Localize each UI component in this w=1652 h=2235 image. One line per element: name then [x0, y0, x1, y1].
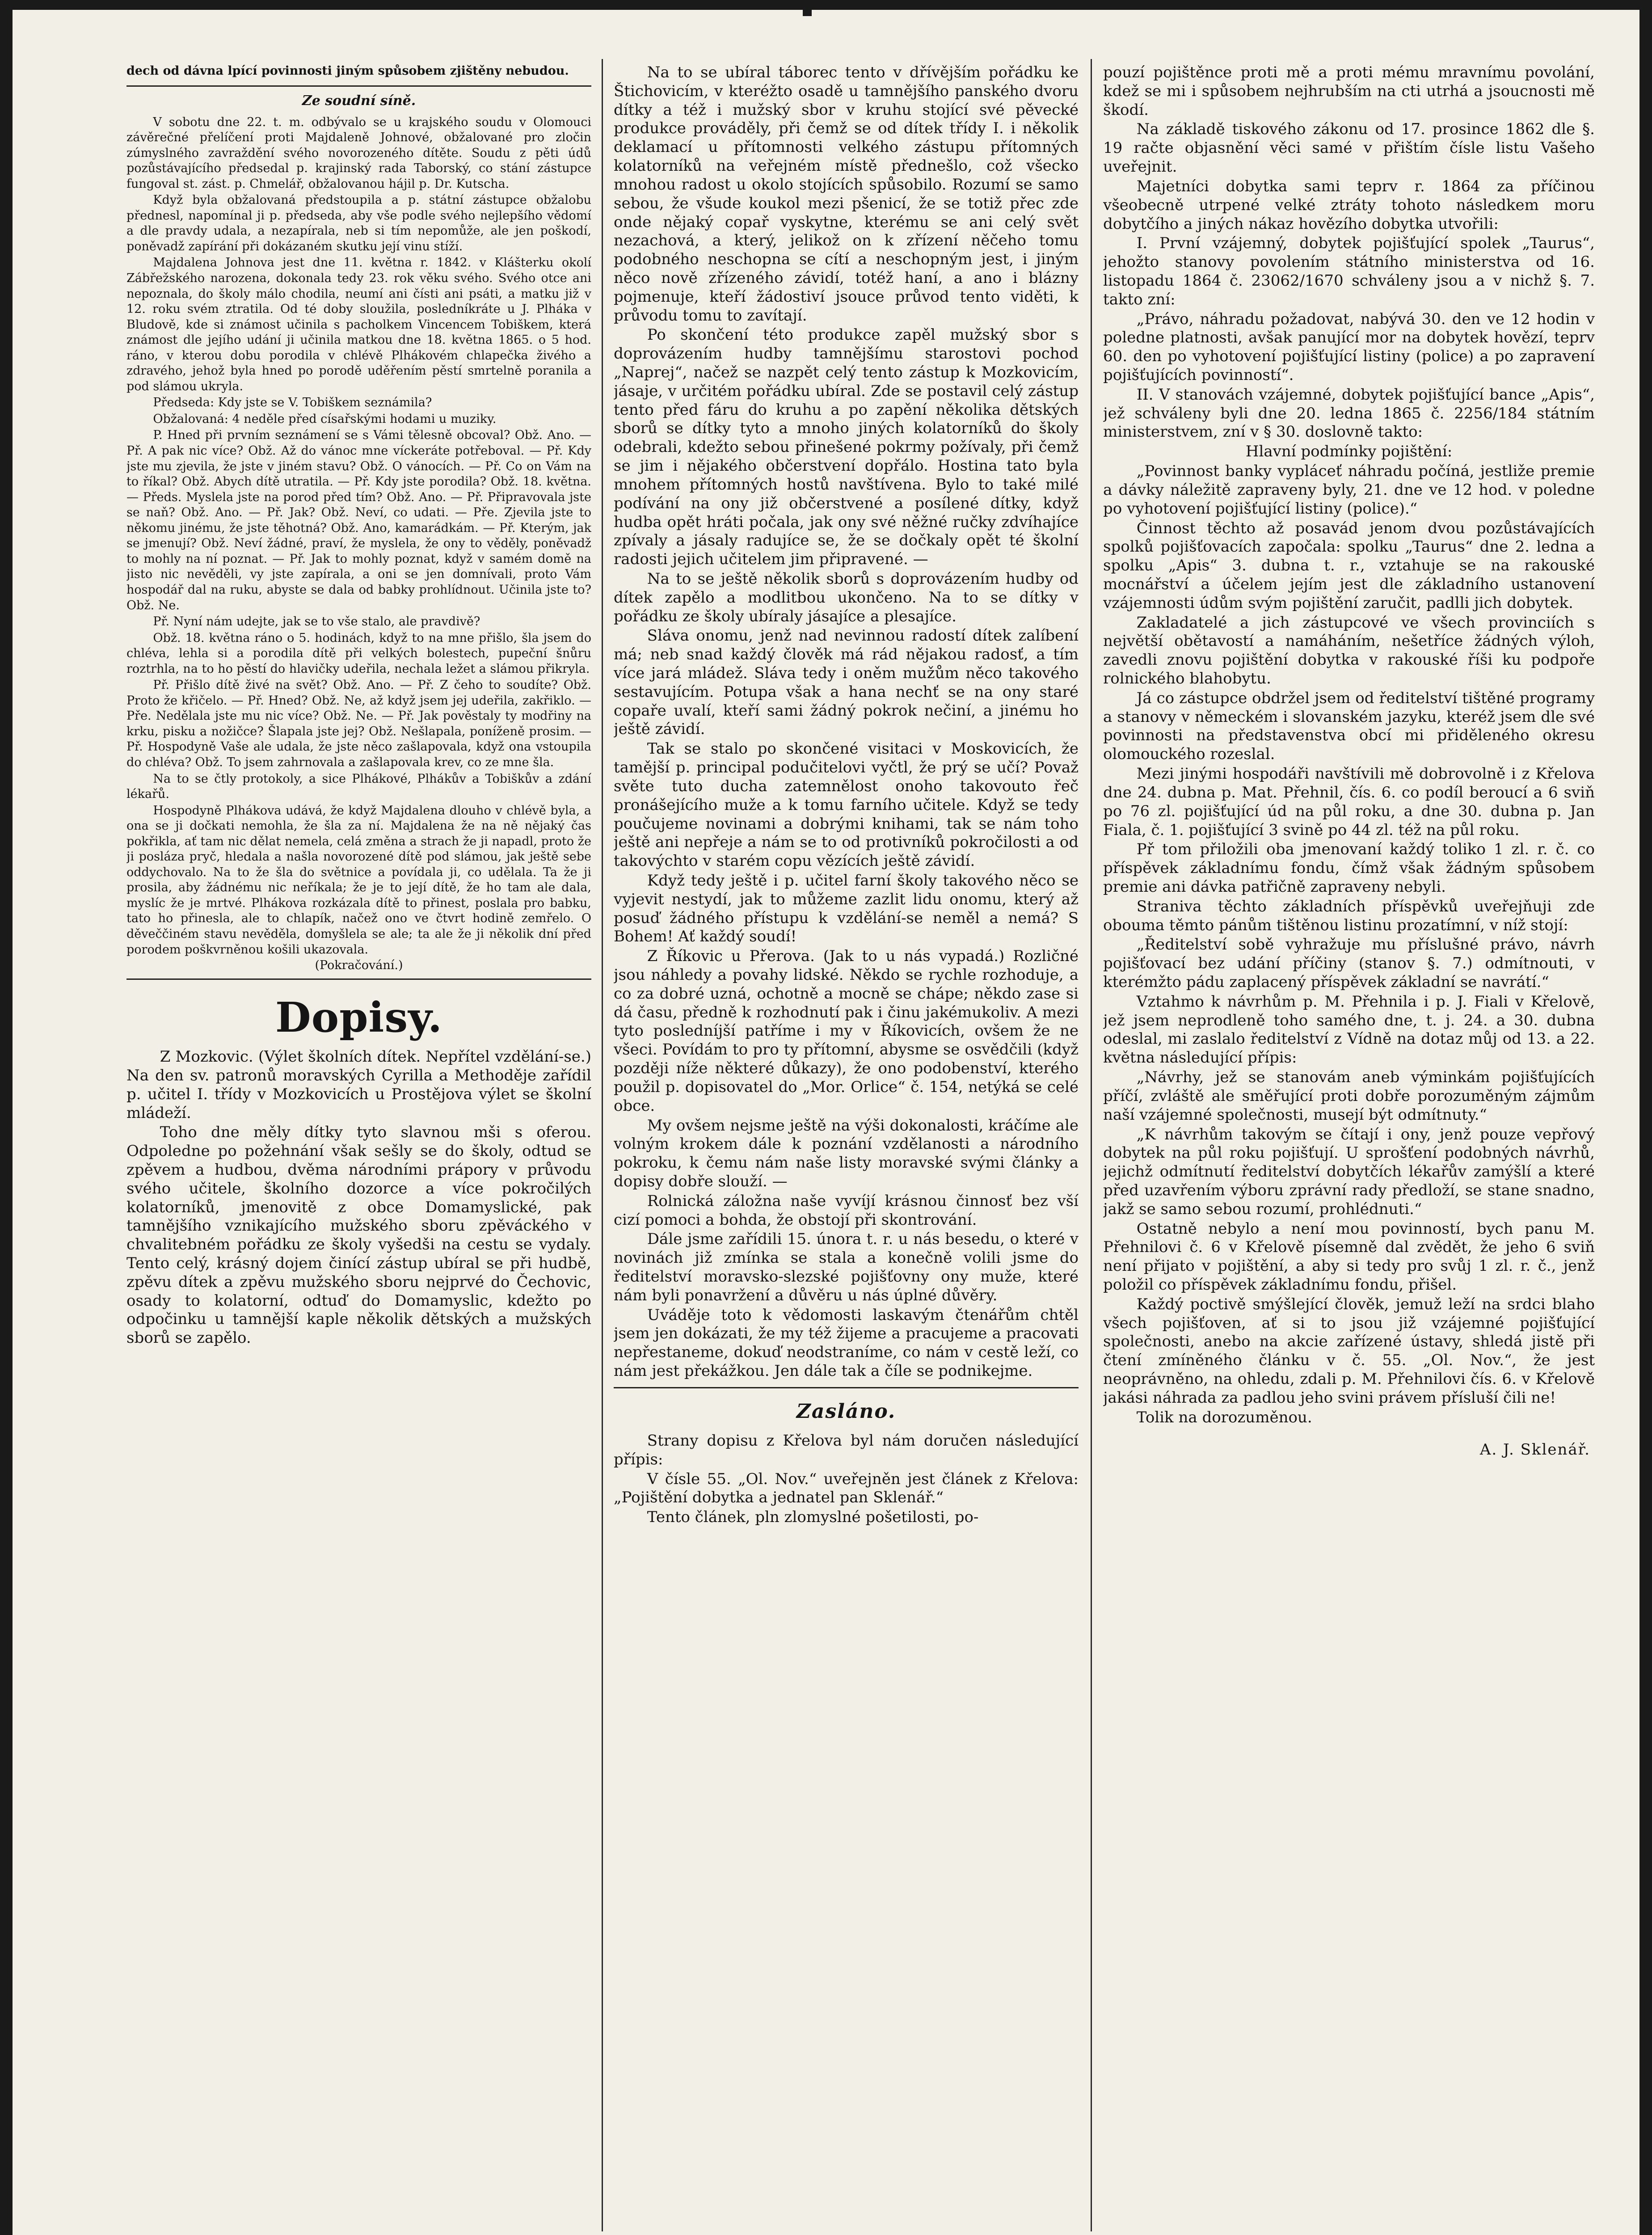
sent-paragraph: Ostatně nebylo a není mou povinností, bych panu M. Přehnilovi č. 6 v Křelově písemně dal zvědět, že jeho 6 sviň není přijato v pojištění, a aby si tedy pro svůj 1 zl. r. č., jenž položil co příspěvek základnímu fondu, přišel. [1103, 1219, 1595, 1294]
court-paragraph: Př. Přišlo dítě živé na svět? Obž. Ano. — Př. Z čeho to soudíte? Obž. Proto že křičelo. — Př. Hned? Obž. Ne, až když jsem jej udeřila, zakřiklo. — Pře. Nedělala jste mu nic více? Obž. Ne. — Př. Jak pověstaly ty modřiny na krku, pisku a nožičce? Šlapala jste jej? Obž. Nešlapala, poníženě prosim. — Př. Hospodyně Vaše ale udala, že jste něco zašlapovala, když ona vstoupila do chléva? Obž. To jsem zahrnovala a zašlapovala krev, co ze mne šla. [126, 678, 591, 769]
letter-paragraph: Po skončení této produkce zapěl mužský sbor s doprovázením hudby tamnějšímu starostovi pochod „Naprej“, načež se nazpět celý tento zástup k Mozkovicím, jásaje, v určitém pořádku ubíral. Zde se postavil celý zástup tento před fáru do kruhu a po zapění několika dětských sborů se dítky tyto a mnoho jiných kolatorníků do školy odebrali, kdežto sebou přinešené pokrmy požívaly, při čemž se jim i nějakého občerstvení dopřálo. Hostina tato byla mnohem přítomných hostů navštívena. Bylo to také milé podívání na ony již občerstvené a posílené dítky, když hudba opět hráti počala, jak ony své něžné ručky zdvíhajíce zpívaly a jásaly radujíce se, že se dočkaly opět té školní radosti jejich učitelem jim připravené. — [614, 326, 1079, 569]
section-divider [126, 85, 591, 87]
court-paragraph: Na to se čtly protokoly, a sice Plhákové, Plhákův a Tobiškův a zdání lékařů. [126, 772, 591, 801]
section-divider [614, 1387, 1079, 1388]
sent-paragraph: I. První vzájemný, dobytek pojišťující spolek „Taurus“, jehožto stanovy povolením státního ministerstva od 16. listopadu 1864 č. 23062/1670 schváleny jsou a v nichž §. 7. takto zní: [1103, 234, 1595, 308]
sent-paragraph: Mezi jinými hospodáři navštívili mě dobrovolně i z Křelova dne 24. dubna p. Mat. Přehnil, čís. 6. co podíl beroucí a 6 sviň po 76 zl. pojišťující úd na půl roku, a dne 30. dubna p. Jan Fiala, č. 1. pojišťující 3 svině po 44 zl. též na půl roku. [1103, 765, 1595, 839]
sent-paragraph: V čísle 55. „Ol. Nov.“ uveřejněn jest článek z Křelova: „Pojištění dobytka a jednatel pan Sklenář.“ [614, 1470, 1079, 1507]
section-heading-letters: Dopisy. [275, 993, 443, 1042]
column-1 [126, 63, 591, 2231]
column-3 [1103, 63, 1595, 2231]
court-paragraph: Obž. 18. května ráno o 5. hodinách, když to na mne přišlo, šla jsem do chléva, lehla si a porodila dítě při velkých bolestech, pupeční šnůru roztrhla, na to ho pěstí do hlavičky udeřila, nechala ležet a slámou přikryla. [126, 631, 591, 676]
sent-paragraph: „K návrhům takovým se čítají i ony, jenž pouze vepřový dobytek na půl roku pojišťují. U sprošťení podobných návrhů, jejichž odmítnutí ředitelství dobytčích lékařův zamýšlí a které před uzavřením výboru zprávní rady předloží, se stane snadno, jakž se samo sebou rozumí, prohlédnuti.“ [1103, 1125, 1595, 1218]
signature: A. J. Sklenář. [1479, 1440, 1590, 1459]
letter-paragraph: Z Mozkovic. (Výlet školních dítek. Nepřítel vzdělání-se.) Na den sv. patronů moravských Cyrilla a Methoděje zařídil p. učitel I. třídy v Mozkovicích u Prostějova výlet se školní mládeží. [126, 1048, 591, 1122]
court-paragraph: Hospodyně Plhákova udává, že když Majdalena dlouho v chlévě byla, a ona se ji dočkati nemohla, že šla za ní. Majdalena že na ně nějaký čas pokřikla, ať tam nic dělat nemela, celá změna a strach že ji napadl, proto že ji posláza pryč, hledala a našla novorozené dítě pod slámou, jak ještě sebe oddychovalo. Na to že šla do světnice a povídala ji, co udělala. Ta že ji prosila, aby žádnému nic neříkala; že je to její dítě, že ho tam ale dala, myslíc že je mrtvé. Plhákova rozkázala dítě to přinest, poslala pro babku, tato ho přinesla, ale to chlapík, načež ono ve čtvrt hodině zemřelo. O děveččiném stavu nevěděla, domyšlela se ale; ta ale že ji několik dní před porodem poškvrněnou košili ukazovala. [126, 803, 591, 957]
sent-paragraph: Vztahmo k návrhům p. M. Přehnila i p. J. Fiali v Křelově, jež jsem neprodleně toho samého dne, t. j. 24. a 30. dubna odeslal, mi zaslalo ředitelství z Vídně na dotaz můj od 13. a 22. května následující přípis: [1103, 992, 1595, 1067]
column-2 [614, 63, 1079, 2231]
sent-subheading: Hlavní podmínky pojištění: [1245, 443, 1453, 461]
court-report [126, 115, 591, 958]
sent-paragraph: „Návrhy, jež se stanovám aneb výminkám pojišťujících příčí, zvláště ale směřující proti dobře porozuměným zájmům naší vzájemné společnosti, musejí být odmítnuty.“ [1103, 1068, 1595, 1124]
court-paragraph: Předseda: Kdy jste se V. Tobiškem seznámila? [153, 396, 432, 410]
sent-paragraph: Činnost těchto až posavád jenom dvou pozůstávajících spolků pojišťovacích započala: spolku „Taurus“ dne 2. ledna a spolku „Apis“ 3. dubna t. r., vztahuje se na rakouské mocnářství a účelem jejím jest dle základního ustanovení vzájemnosti údům svým pojištění zaručit, padlli jich dobytek. [1103, 519, 1595, 612]
binding-mark [803, 10, 812, 16]
court-paragraph: Obžalovaná: 4 neděle před císařskými hodami u muziky. [153, 412, 497, 426]
letter-paragraph: Dále jsme zařídili 15. února t. r. u nás besedu, o které v novinách již zmínka se stala a konečně volili jsme do ředitelství moravsko-slezské pojišťovny ony muže, které nám byli ponavržení a důvěru u nás úplné důvěry. [614, 1230, 1079, 1304]
sent-paragraph: Já co zástupce obdržel jsem od ředitelství tištěné programy a stanovy v německém i slovanském jazyku, kteréž jsem dle své povinnosti na představenstva obcí mi přiděleného okresu olomouckého rozeslal. [1103, 689, 1595, 763]
court-paragraph: Př. Nyní nám udejte, jak se to vše stalo, ale pravdivě? [153, 615, 480, 629]
letter-paragraph: Tak se stalo po skončené visitaci v Moskovicích, že tamější p. principal podučitelovi vyčtl, že prý se učí? Považ světe tuto ducha zatemnělost onoho takovouto řeč pronášejícího muže a k tomu farního učitele. Když se tedy poučujeme novinami a dobrými knihami, tak se nám toho ještě ani nepřeje a nám se to od protivníků pokročilosti a od takovýchto v starém copu vězících ještě závidí. [614, 740, 1079, 870]
sent-paragraph: pouzí pojištěnce proti mě a proti mému mravnímu povolání, kdež se mi i spůsobem nejhrubším na cti utrhá a jsoucnosti mě škodí. [1103, 63, 1595, 119]
letter-paragraph: Z Říkovic u Přerova. (Jak to u nás vypadá.) Rozličné jsou náhledy a povahy lidské. Někdo se rychle rozhoduje, a co za dobré uzná, ochotně a mocně se chápe; někdo zase si dá času, předně k rozhodnutí pak i činu jakémukoliv. A mezi tyto posledníjší patříme i my v Říkovicích, ovšem že ne všeci. Povídám to pro ty přítomní, abysme se osvědčili (když později níže některé důkazy), že ono podobenství, kterého použil p. dopisovatel do „Mor. Orlice“ č. 154, netýká se celé obce. [614, 947, 1079, 1115]
sent-paragraph: „Ředitelství sobě vyhražuje mu příslušné právo, návrh pojišťovací bez udání příčiny (stanov §. 7.) odmítnouti, v kterémžto pádu zaplacený příspěvek základní se navrátí.“ [1103, 936, 1595, 991]
sent-paragraph: Majetníci dobytka sami teprv r. 1864 za příčinou všeobecně utrpené velké ztráty tohoto následkem moru dobytčího a jiných nákaz hovězího dobytka utvořili: [1103, 177, 1595, 233]
court-paragraph: P. Hned při prvním seznámení se s Vámi tělesně obcoval? Obž. Ano. — Př. A pak nic více? Obž. Až do vánoc mne víckeráte potřeboval. — Př. Kdy jste mu zjevila, že jste v jiném stavu? Obž. O vánocích. — Př. Co on Vám na to říkal? Obž. Abych dítě utratila. — Př. Kdy jste porodila? Obž. 18. května. — Předs. Myslela jste na porod před tím? Obž. Ano. — Př. Připravovala jste se naň? Obž. Ano. — Př. Jak? Obž. Neví, co udati. — Pře. Zjevila jste to někomu jinému, že jste těhotná? Obž. Ano, kamarádkám. — Př. Kterým, jak se jmenují? Obž. Neví žádné, praví, že myslela, že ony to věděly, poněvadž to mohly na ní poznat. — Př. Jak to mohly poznat, když v samém domě na jisto nic nevěděli, vy jste zapírala, a oni se jen domnívali, proto Vám hospodář dal na ruku, abyste se dala od babky prohlídnout. Učinila jste to? Obž. Ne. [126, 428, 591, 612]
sent-paragraph: Strany dopisu z Křelova byl nám doručen následující přípis: [614, 1431, 1079, 1468]
sent-paragraph: Tolik na dorozuměnou. [1136, 1408, 1312, 1426]
sent-paragraph: „Právo, náhradu požadovat, nabývá 30. den ve 12 hodin v poledne platnosti, avšak panující mor na dobytek hovězí, teprv 60. den po vyhotovení pojišťující listiny (police) a po zapravení pojišťujících povinností“. [1103, 310, 1595, 384]
sent-paragraph: Straniva těchto základních příspěvků uveřejňuji zde obouma těmto pánům tištěnou listinu prozatímní, v níž stojí: [1103, 897, 1595, 934]
letter-paragraph: My ovšem nejsme ještě na výši dokonalosti, kráčíme ale volným krokem dále k poznání vzdělanosti a národního pokroku, k čemu nám naše listy moravské svými články a dopisy dobře slouží. — [614, 1116, 1079, 1190]
continuation-note: (Pokračování.) [315, 958, 403, 973]
court-paragraph: Majdalena Johnova jest dne 11. května r. 1842. v Klášterku okolí Zábřežského narozena, dokonala tedy 23. rok věku svého. Svého otce ani nepoznala, do školy málo chodila, neumí ani čísti ani psáti, a matku již v 12. roku svém ztratila. Od té doby sloužila, posledníkráte u J. Plháka v Bludově, kde si známost učinila s pacholkem Vincencem Tobiškem, která známost dle jejího udání ji učinila matkou dne 18. května 1865. o 5 hod. ráno, v kterou dobu porodila v chlévě Plhákovém chlapečka živého a zdravého, jehož byla hned po porodě uděřením pěstí smrtelně poranila a pod slámou ukryla. [126, 256, 591, 393]
court-paragraph: V sobotu dne 22. t. m. odbývalo se u krajského soudu v Olomouci závěrečné přelíčení proti Majdaleně Johnové, obžalované pro zločin zúmyslného zavraždění svého novorozeného dítěte. Soudu z pěti údů pozůstávajícího předsedal p. krajinský rada Taborský, co stání zástupce fungoval st. zást. p. Chmelář, obžalovanou hájil p. Dr. Kutscha. [126, 115, 591, 191]
sent-paragraph: Zakladatelé a jich zástupcové ve všech provinciích s největší obětavostí a namáháním, nešetříce žádných výloh, zavedli znovu pojištění dobytka v rakouské říši ku podpoře rolnického blahobytu. [1103, 613, 1595, 687]
letter-paragraph: Na to se ještě několik sborů s doprovázením hudby od dítek zapělo a modlitbou ukončeno. Na to se dítky v pořádku ze školy ubíraly jásajíce a plesajíce. [614, 569, 1079, 625]
sent-paragraph: Každý poctivě smýšlející člověk, jemuž leží na srdci blaho všech pojišťoven, ať si to jsou již vzájemné pojišťující společnosti, anebo na akcie zařízené ústavy, shledá jistě při čtení zmíněného článku v č. 55. „Ol. Nov.“, že jest neoprávněno, na ohledu, zdali p. M. Přehnilovi čís. 6. v Křelově jakási náhrada za padlou jeho svini právem přísluší čili ne! [1103, 1295, 1595, 1407]
section-divider [126, 978, 591, 980]
letter-paragraph: Sláva onomu, jenž nad nevinnou radostí dítek zalíbení má; neb snad každý člověk má rád nějakou radosť, a tím více jará mládež. Sláva tedy i oněm mužům něco takového sestavujícím. Potupa však a hana nechť se na ony staré copaře uvalí, kteří sami žádný pokrok nečiní, a jinému ho ještě závidí. [614, 627, 1079, 738]
section-heading-court: Ze soudní síně. [302, 93, 416, 109]
sent-paragraph: Tento článek, pln zlomyslné pošetilosti, po- [647, 1508, 979, 1527]
col1-opening-fragment: dech od dávna lpící povinnosti jiným spůsobem zjištěny nebudou. [126, 64, 569, 78]
letter-paragraph: Když tedy ještě i p. učitel farní školy takového něco se vyjevit nestydí, jak to můžeme zazlit lidu onomu, který až posuď žádného přístupu k vzdělání-se neměl a nemá? S Bohem! Ať každý soudí! [614, 871, 1079, 946]
sent-paragraph: II. V stanovách vzájemné, dobytek pojišťující bance „Apis“, jež schváleny byli dne 20. ledna 1865 č. 2256/184 státním ministerstvem, zní v § 30. doslovně takto: [1103, 385, 1595, 441]
sent-paragraph: „Povinnost banky vypláceť náhradu počíná, jestliže premie a dávky náležitě zapraveny byly, 21. dne ve 12 hod. v poledne po vyhotovení pojišťující listiny (police).“ [1103, 462, 1595, 518]
letter-paragraph: Rolnická záložna naše vyvíjí krásnou činnosť bez vší cizí pomoci a bohda, že obstojí při skontrování. [614, 1192, 1079, 1229]
column-rule-2 [1091, 59, 1092, 2231]
letter-paragraph: Na to se ubíral táborec tento v dřívějším pořádku ke Štichovicím, v kteréžto osadě u tamnějšího panského dvoru dítky a též i mužský sbor v kruhu stojící své pěvecké produkce prováděly, při čemž se od dítek třídy I. i několik deklamací u přítomnosti velkého zástupu přítomných kolatorníků na veřejném místě přednešlo, což všecko mnohou radost u okolo stojících spůsobilo. Rozumí se samo sebou, že všude koukol mezi pšenicí, že se totiž přec zde onde nějaký copař vyskytne, kterému se ani celý svět nezachová, a který, jelikož on k zřízení něčeho tomu podobného neschopna se cítí a neschopným jest, i jiným něco nově zřízeného závidí, totéž haní, a ano i blázny pojmenuje, kteří žádostiví jsouce průvod tento viděti, k průvodu tomu to zavítají. [614, 63, 1079, 325]
column-rule-1 [602, 59, 603, 2231]
section-heading-sent: Zasláno. [796, 1400, 896, 1423]
letter-paragraph: Toho dne měly dítky tyto slavnou mši s oferou. Odpoledne po požehnání však sešly se do školy, odtud se zpěvem a hudbou, dvěma národními prápory v průvodu svého učitele, školního dozorce a více pokročilých kolatorníků, jmenovitě z obce Domamyslické, pak tamnějšího vznikajícího mužského sboru zpěváckého v chvalitebném pořádku ze školy vyšedši na cestu se vydaly. Tento celý, krásný dojem činící zástup ubíral se při hudbě, zpěvu dítek a zpěvu mužského sboru nejprvé do Čechovic, osady to kolatorní, odtuď do Domamyslic, kdežto po odpočinku u tamnější kaple několik dětských a mužských sborů se zapělo. [126, 1123, 591, 1347]
sent-paragraph: Př tom přiložili oba jmenovaní každý toliko 1 zl. r. č. co příspěvek základnímu fondu, čímž však žádným spůsobem premie ani dávka patřičně zapraveny nebyli. [1103, 840, 1595, 896]
newspaper-page [13, 10, 1639, 2235]
letter-paragraph: Uváděje toto k vědomosti laskavým čtenářům chtěl jsem jen dokázati, že my též žijeme a pracujeme a pracovati nepřestaneme, dokuď neodstraníme, co nám v cestě leží, co nám jest překážkou. Jen dále tak a číle se podnikejme. [614, 1306, 1079, 1380]
court-paragraph: Když byla obžalovaná předstoupila a p. státní zástupce obžalobu přednesl, napomínal ji p. předseda, aby vše podle svého nejlepšího vědomí a dle pravdy udala, a nezapírala, neb si tím nepomůže, ale jen poškodí, poněvadž zapírání při dokázaném skutku její vinu stíží. [126, 193, 591, 253]
sent-paragraph: Na základě tiskového zákonu od 17. prosince 1862 dle §. 19 račte objasnění věci samé v přištím čísle listu Vašeho uveřejnit. [1103, 120, 1595, 176]
